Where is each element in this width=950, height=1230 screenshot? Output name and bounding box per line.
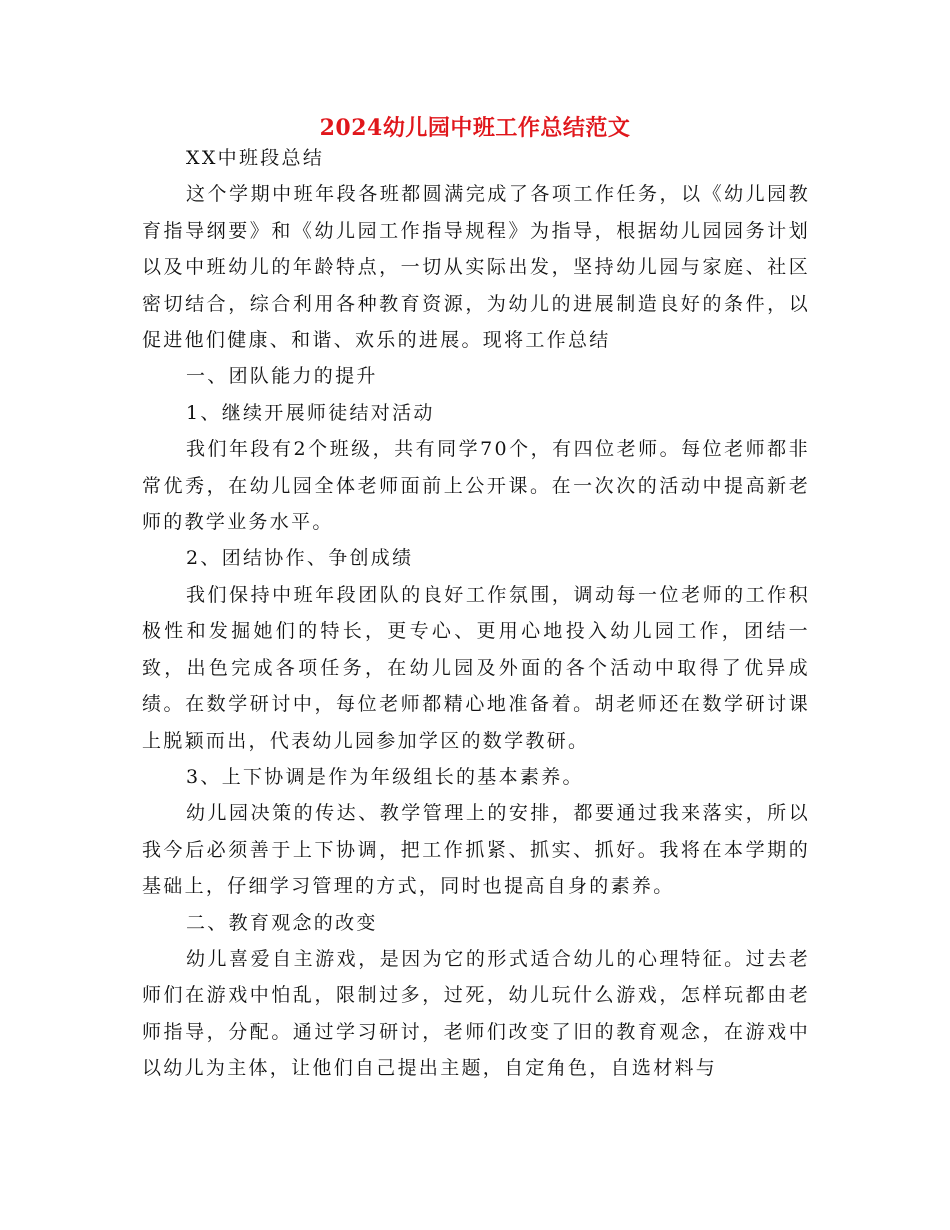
subsection-heading: 2、团结协作、争创成绩 — [186, 547, 414, 570]
body-paragraph: 这个学期中班年段各班都圆满完成了各项工作任务，以《幼儿园教育指导纲要》和《幼儿园工作指导规程》为指导，根据幼儿园园务计划以及中班幼儿的年龄特点，一切从实际出发，坚持幼儿园与家庭、社区密切结合，综合利用各种教育资源，为幼儿的进展制造良好的条件，以促进他们健康、和谐、欢乐的进展。现将工作总结 — [142, 183, 810, 352]
document-body — [142, 140, 810, 1087]
subsection-heading: 3、上下协调是作为年级组长的基本素养。 — [186, 765, 584, 788]
body-paragraph: 幼儿园决策的传达、教学管理上的安排，都要通过我来落实，所以我今后必须善于上下协调，把工作抓紧、抓实、抓好。我将在本学期的基础上，仔细学习管理的方式，同时也提高自身的素养。 — [142, 802, 810, 898]
body-paragraph: 我们保持中班年段团队的良好工作氛围，调动每一位老师的工作积极性和发掘她们的特长，更专心、更用心地投入幼儿园工作，团结一致，出色完成各项任务，在幼儿园及外面的各个活动中取得了优异成绩。在数学研讨中，每位老师都精心地准备着。胡老师还在数学研讨课上脱颖而出，代表幼儿园参加学区的数学教研。 — [142, 583, 810, 752]
document-title: 2024幼儿园中班工作总结范文 — [319, 115, 631, 141]
section-heading: XX中班段总结 — [186, 147, 325, 169]
section-heading: 二、教育观念的改变 — [186, 911, 378, 934]
body-paragraph: 我们年段有2个班级，共有同学70个，有四位老师。每位老师都非常优秀，在幼儿园全体老师面前上公开课。在一次次的活动中提高新老师的教学业务水平。 — [142, 438, 810, 534]
section-heading: 一、团队能力的提升 — [186, 365, 378, 388]
body-paragraph: 幼儿喜爱自主游戏，是因为它的形式适合幼儿的心理特征。过去老师们在游戏中怕乱，限制过多，过死，幼儿玩什么游戏，怎样玩都由老师指导，分配。通过学习研讨，老师们改变了旧的教育观念，在游戏中以幼儿为主体，让他们自己提出主题，自定角色，自选材料与 — [142, 947, 810, 1080]
subsection-heading: 1、继续开展师徒结对活动 — [186, 401, 435, 424]
